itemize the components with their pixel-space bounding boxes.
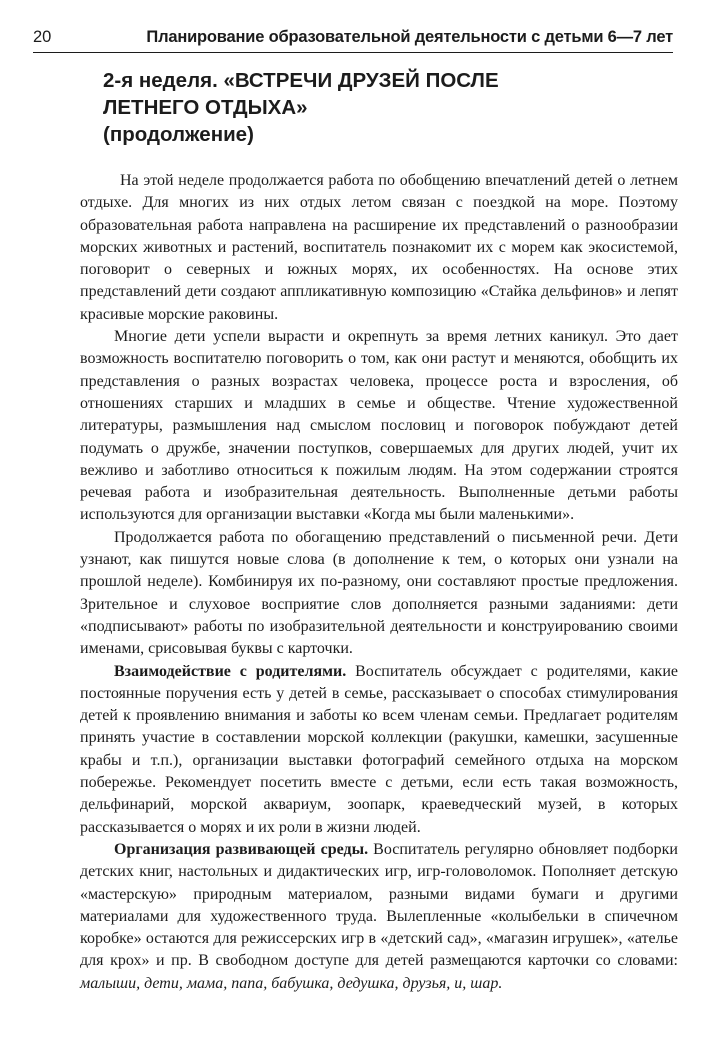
parents-interaction-heading: Взаимодействие с родителями. [114,662,347,680]
running-header-title: Планирование образовательной деятельности с детьми 6—7 лет [146,28,673,46]
page-number: 20 [33,28,52,46]
paragraph-growing-up: Многие дети успели вырасти и окрепнуть за время летних каникул. Это дает возможность воспитателю поговорить о том, как они растут и меняются, обобщить их представления о разных возрастах человека, процессе роста и взросления, об отношениях старших и младших в семье и обществе. Чтение художественной литературы, размышления над смыслом пословиц и поговорок побуждают детей подумать о дружбе, значении поступков, совершаемых для других людей, учит их вежливо и заботливо относиться к пожилым людям. На этом содержании строятся речевая работа и изобразительная деятельность. Выполненные детьми работы используются для организации выставки «Когда мы были маленькими». [80,328,678,524]
paragraph-environment [80,839,678,995]
section-title-line-1: 2-я неделя. «ВСТРЕЧИ ДРУЗЕЙ ПОСЛЕ [103,69,499,92]
section-title-line-2: ЛЕТНЕГО ОТДЫХА» [103,96,308,119]
header-divider [33,52,673,53]
paragraph-written-speech: Продолжается работа по обогащению представлений о письменной речи. Дети узнают, как пишутся новые слова (в дополнение к тем, о которых они узнали на прошлой неделе). Комбинируя их по-разному, они составляют простые предложения. Зрительное и слуховое восприятие слов дополняется разными заданиями: дети «подписывают» работы по изобразительной деятельности и конструированию своими именами, срисовывая буквы с карточки. [80,528,678,658]
parents-interaction-text: Воспитатель обсуждает с родителями, какие постоянные поручения есть у детей в семье, рассказывает о способах стимулирования детей к проявлению внимания и заботы ко всем членам семьи. Предлагает родителям принять участие в составлении морской коллекции (ракушки, камешки, засушенные крабы и т.п.), организации выставки фотографий семейного отдыха на морском побережье. Рекомендует посетить вместе с детьми, если есть такая возможность, дельфинарий, морской аквариум, зоопарк, краеведческий музей, в которых рассказывается о морях и их роли в жизни людей. [80,662,678,836]
environment-heading: Организация развивающей среды. [114,840,369,858]
section-title [103,67,623,148]
running-header [33,26,673,48]
paragraph-summer-impressions: На этой неделе продолжается работа по обобщению впечатлений детей о летнем отдыхе. Для многих из них отдых летом связан с поездкой на море. Поэтому образовательная работа направлена на расширение их представлений о разнообразии морских животных и растений, воспитатель познакомит их с морем как экосистемой, поговорит о северных и южных морях, их особенностях. На основе этих представлений дети создают аппликативную композицию «Стайка дельфинов» и лепят красивые морские раковины. [80,172,678,323]
section-title-line-3: (продолжение) [103,123,254,146]
paragraph-parents-interaction [80,661,678,839]
body-text [80,170,678,995]
environment-word-list: малыши, дети, мама, папа, бабушка, дедушка, друзья, и, шар. [80,974,503,992]
environment-text: Воспитатель регулярно обновляет подборки детских книг, настольных и дидактических игр, игр-головоломок. Пополняет детскую «мастерскую» природным материалом, разными видами бумаги и другими материалами для художественного труда. Вылепленные «колыбельки в спичечном коробке» остаются для режиссерских игр в «детский сад», «магазин игрушек», «ателье для крох» и пр. В свободном доступе для детей размещаются карточки со словами: [80,840,678,970]
